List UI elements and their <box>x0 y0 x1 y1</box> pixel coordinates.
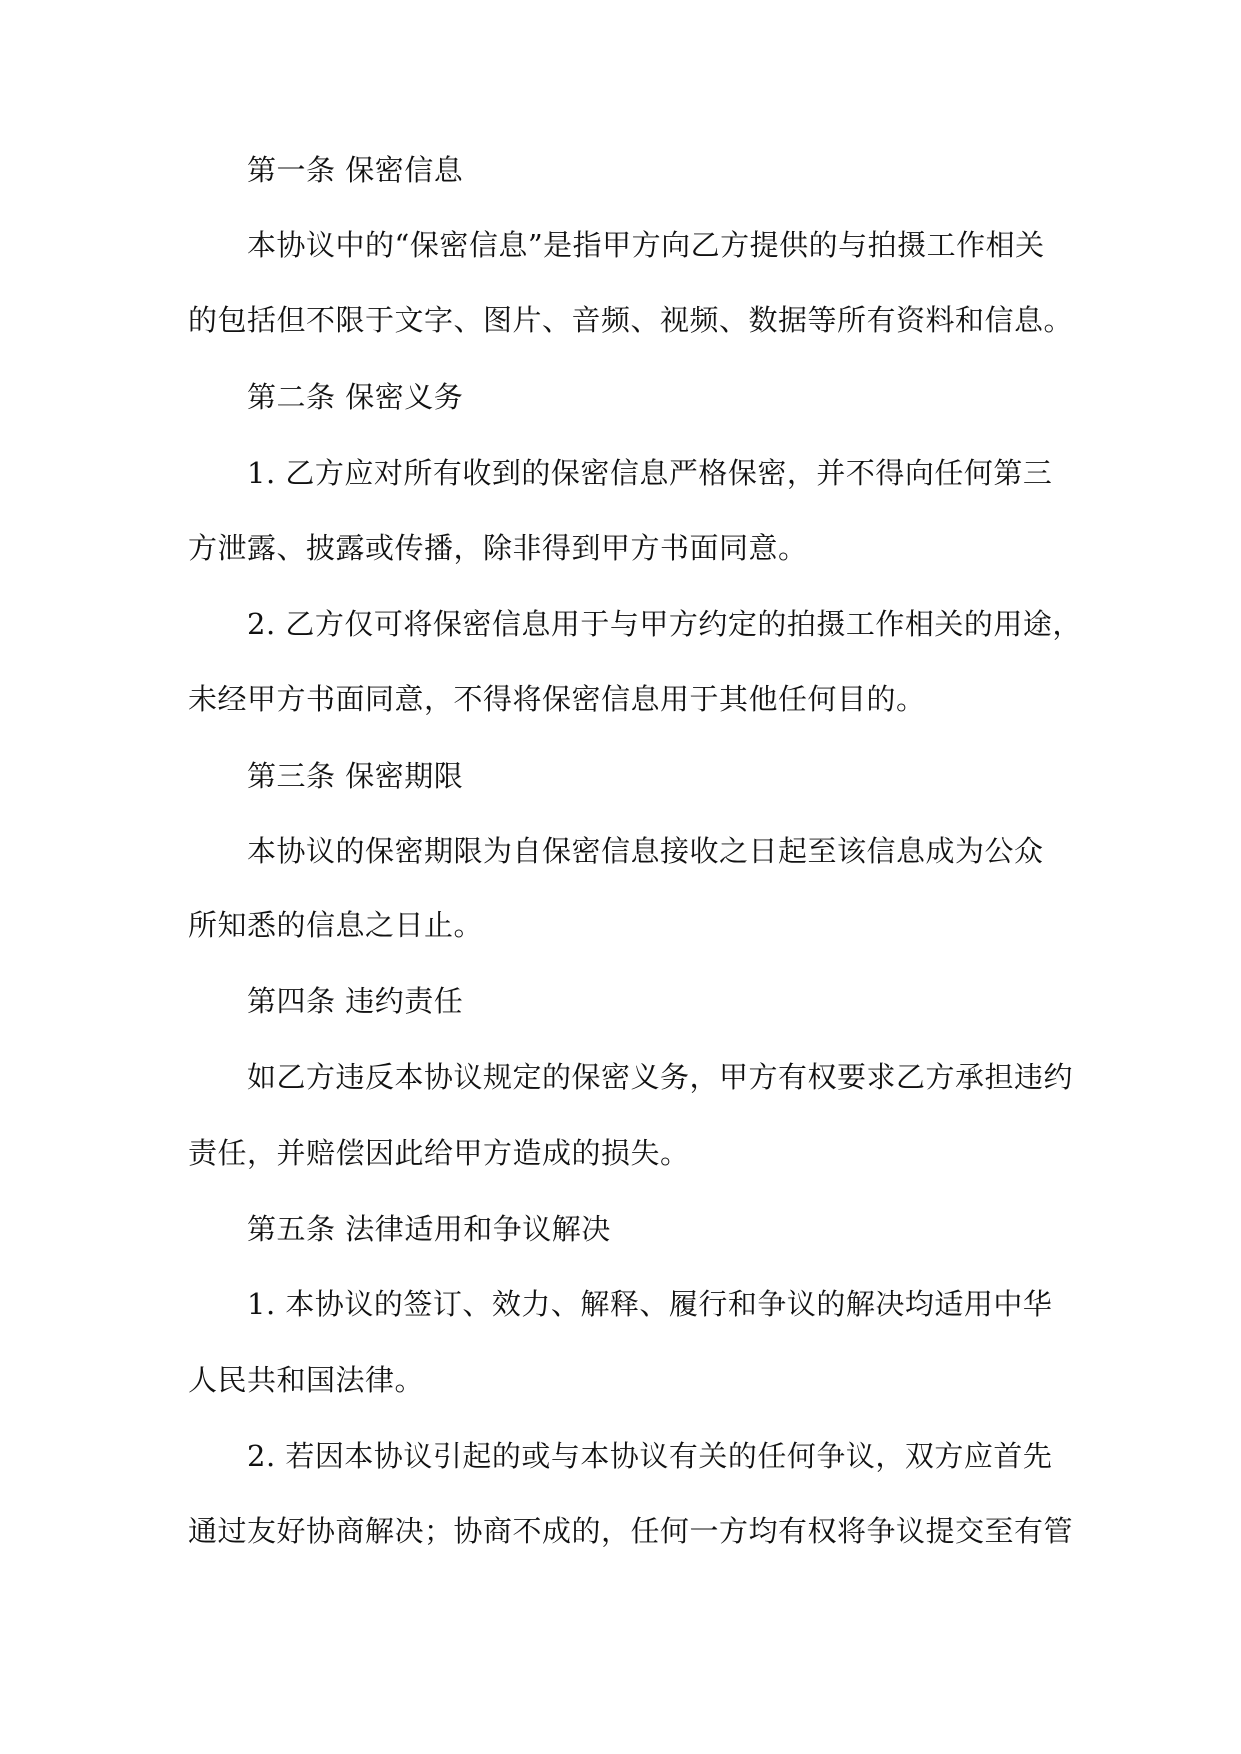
article-4-heading: 第四条 违约责任 <box>247 984 464 1018</box>
article-1-heading: 第一条 保密信息 <box>247 153 464 187</box>
article-2-item-1-line-1: 1. 乙方应对所有收到的保密信息严格保密，并不得向任何第三 <box>247 456 1053 490</box>
article-5-item-1-line-2: 人民共和国法律。 <box>188 1363 425 1397</box>
article-1-paragraph-line-2: 的包括但不限于文字、图片、音频、视频、数据等所有资料和信息。 <box>188 303 1074 337</box>
article-1-paragraph-line-1: 本协议中的“保密信息”是指甲方向乙方提供的与拍摄工作相关 <box>247 228 1045 262</box>
article-5-item-1-line-1: 1. 本协议的签订、效力、解释、履行和争议的解决均适用中华 <box>247 1287 1053 1321</box>
article-2-heading: 第二条 保密义务 <box>247 380 464 414</box>
article-5-item-2-line-1: 2. 若因本协议引起的或与本协议有关的任何争议，双方应首先 <box>247 1439 1053 1473</box>
article-2-item-2-line-2: 未经甲方书面同意，不得将保密信息用于其他任何目的。 <box>188 682 926 716</box>
article-2-item-2-line-1: 2. 乙方仅可将保密信息用于与甲方约定的拍摄工作相关的用途， <box>247 607 1082 641</box>
article-2-item-1-line-2: 方泄露、披露或传播，除非得到甲方书面同意。 <box>188 531 808 565</box>
article-5-item-2-line-2: 通过友好协商解决；协商不成的，任何一方均有权将争议提交至有管 <box>188 1514 1074 1548</box>
article-3-paragraph-line-2: 所知悉的信息之日止。 <box>188 908 484 942</box>
article-3-heading: 第三条 保密期限 <box>247 759 464 793</box>
article-4-paragraph-line-1: 如乙方违反本协议规定的保密义务，甲方有权要求乙方承担违约 <box>247 1060 1074 1094</box>
article-4-paragraph-line-2: 责任，并赔偿因此给甲方造成的损失。 <box>188 1136 690 1170</box>
article-3-paragraph-line-1: 本协议的保密期限为自保密信息接收之日起至该信息成为公众 <box>247 834 1044 868</box>
article-5-heading: 第五条 法律适用和争议解决 <box>247 1212 611 1246</box>
